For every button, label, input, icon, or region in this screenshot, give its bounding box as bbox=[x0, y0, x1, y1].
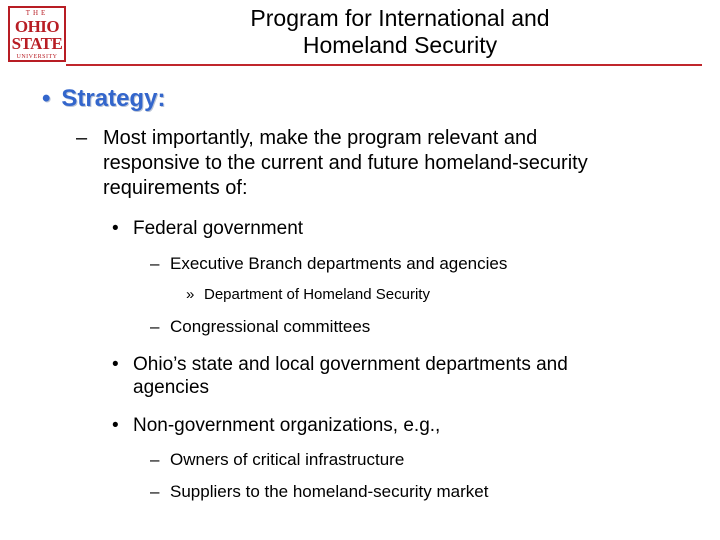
main-point-line-2: responsive to the current and future homeland-security bbox=[103, 152, 588, 174]
bullet-marker: • bbox=[112, 415, 119, 436]
main-point-line-1: Most importantly, make the program relevant and bbox=[103, 127, 538, 149]
slide-title-line-1: Program for International and bbox=[250, 5, 550, 31]
ohio-state-logo bbox=[8, 6, 66, 62]
bullet-congressional-committees bbox=[150, 317, 370, 337]
owners-infrastructure-text: Owners of critical infrastructure bbox=[170, 450, 405, 469]
bullet-dhs bbox=[186, 286, 430, 304]
dash-marker: – bbox=[150, 317, 160, 336]
executive-branch-text: Executive Branch departments and agencies bbox=[170, 254, 508, 273]
chevron-marker: » bbox=[186, 286, 195, 303]
logo-ohio: OHIO bbox=[14, 17, 60, 36]
strategy-heading: Strategy: bbox=[61, 85, 166, 112]
federal-government-text: Federal government bbox=[133, 218, 304, 239]
bullet-marker: • bbox=[112, 354, 119, 375]
bullet-strategy bbox=[42, 85, 165, 113]
logo-university: UNIVERSITY bbox=[16, 54, 58, 60]
bullet-owners-infrastructure bbox=[150, 450, 404, 470]
bullet-ohio-government bbox=[112, 353, 568, 399]
main-point-line-3: requirements of: bbox=[103, 177, 248, 199]
bullet-marker: • bbox=[112, 218, 119, 239]
dhs-text: Department of Homeland Security bbox=[204, 286, 430, 303]
suppliers-text: Suppliers to the homeland-security market bbox=[170, 482, 489, 501]
dash-marker: – bbox=[150, 450, 160, 469]
ohio-government-line-1: Ohio’s state and local government departments and bbox=[133, 354, 568, 375]
bullet-main-point bbox=[76, 126, 588, 201]
logo-state: STATE bbox=[11, 34, 63, 53]
bullet-marker: • bbox=[42, 85, 51, 112]
non-government-text: Non-government organizations, e.g., bbox=[133, 415, 441, 436]
dash-marker: – bbox=[76, 127, 88, 149]
slide-title-line-2: Homeland Security bbox=[302, 32, 498, 58]
bullet-federal-government bbox=[112, 217, 303, 240]
logo-the: THE bbox=[25, 9, 49, 17]
dash-marker: – bbox=[150, 254, 160, 273]
dash-marker: – bbox=[150, 482, 160, 501]
ohio-government-line-2: agencies bbox=[133, 377, 210, 398]
slide-title bbox=[150, 5, 650, 59]
bullet-executive-branch bbox=[150, 254, 507, 274]
bullet-suppliers bbox=[150, 482, 488, 502]
congressional-committees-text: Congressional committees bbox=[170, 317, 371, 336]
title-divider bbox=[66, 64, 702, 66]
bullet-non-government bbox=[112, 414, 440, 437]
